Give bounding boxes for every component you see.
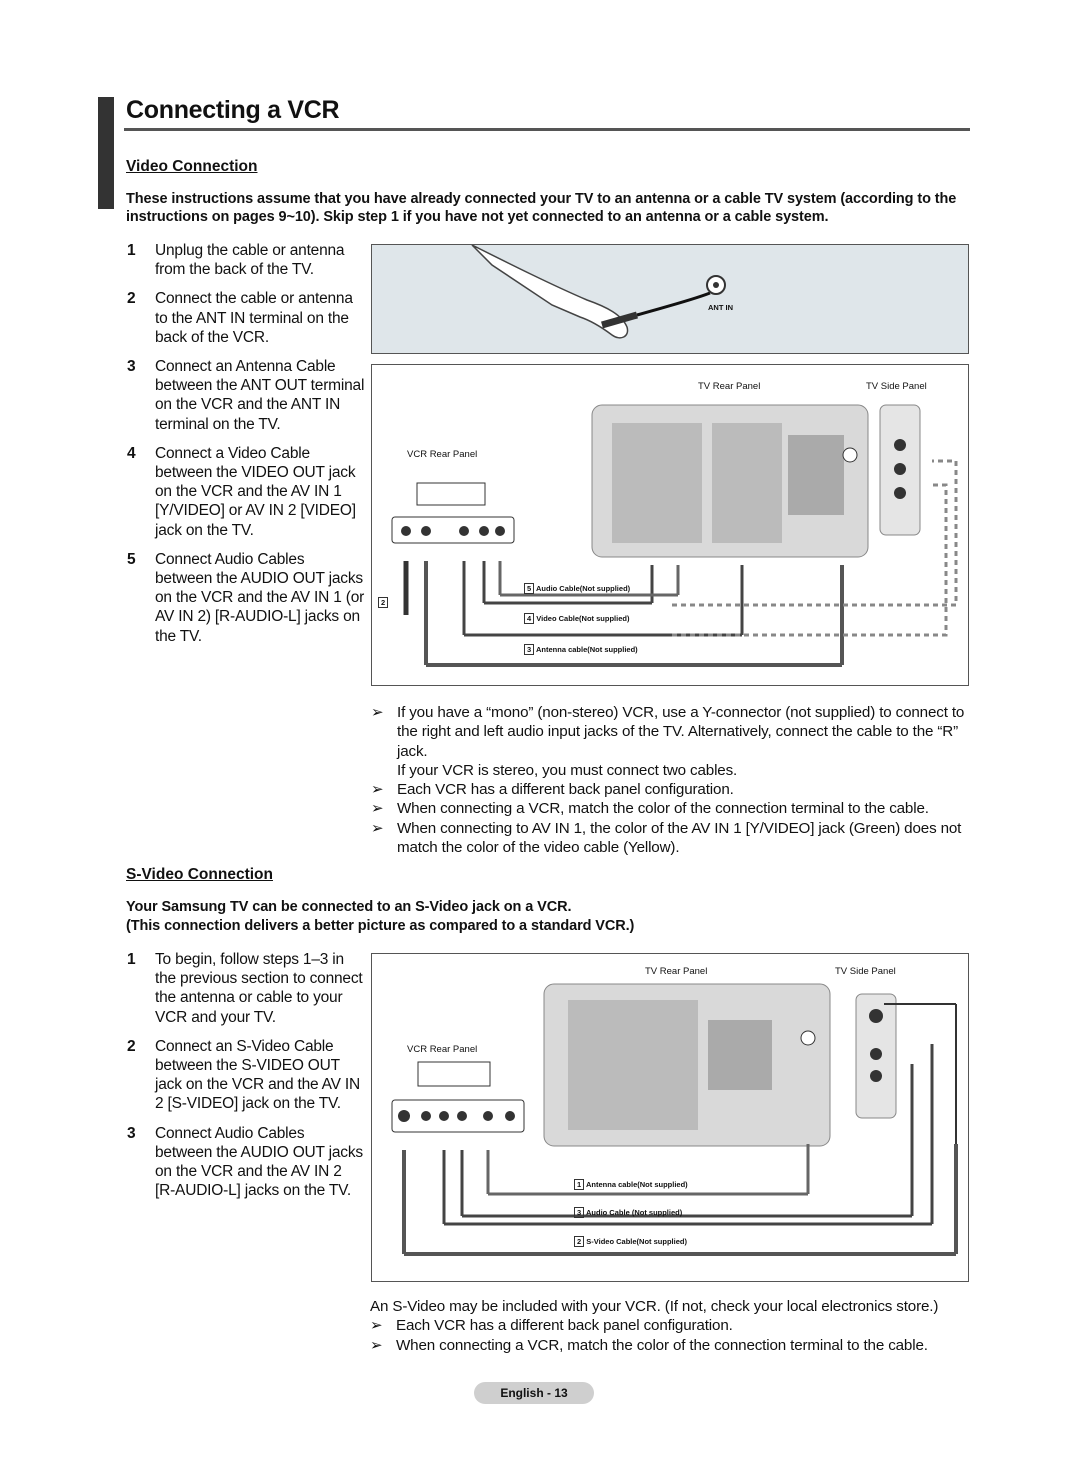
cable-label-audio: 3 Audio Cable (Not supplied) bbox=[574, 1208, 682, 1217]
note-item: ➢ When connecting to AV IN 1, the color of the AV IN 1 [Y/VIDEO] jack (Green) does not match the color of the video cable (Yellow). bbox=[371, 819, 962, 857]
note-item: ➢ Each VCR has a different back panel configuration. bbox=[371, 781, 734, 799]
video-notes bbox=[371, 703, 971, 857]
vcr-rear-panel-label: VCR Rear Panel bbox=[407, 1044, 478, 1055]
svideo-notes bbox=[370, 1297, 970, 1355]
hand-cable-drawing bbox=[372, 245, 968, 353]
ant-in-label: ANT IN bbox=[708, 303, 733, 312]
title-accent-bar bbox=[98, 97, 114, 209]
svideo-steps bbox=[127, 950, 365, 1210]
page-title: Connecting a VCR bbox=[126, 96, 340, 124]
note-item: ➢ When connecting a VCR, match the color of the connection terminal to the cable. bbox=[370, 1336, 928, 1354]
svideo-wiring-drawing bbox=[372, 954, 968, 1281]
svideo-intro-2: (This connection delivers a better picture as compared to a standard VCR.) bbox=[126, 918, 635, 934]
video-step: 1 Unplug the cable or antenna from the back of the TV. bbox=[127, 242, 345, 279]
page-number-badge: English - 13 bbox=[474, 1382, 594, 1404]
video-intro: These instructions assume that you have already connected your TV to an antenna or a cable TV system (according to the instructions on pages 9~10). Skip step 1 if you have not yet connected to an antenna or a cable system. bbox=[126, 191, 957, 225]
svideo-intro-1: Your Samsung TV can be connected to an S-Video jack on a VCR. bbox=[126, 899, 572, 915]
tv-rear-panel-label: TV Rear Panel bbox=[645, 966, 708, 977]
cable-label-antenna: 1 Antenna cable(Not supplied) bbox=[574, 1180, 688, 1189]
tv-side-panel-label: TV Side Panel bbox=[866, 381, 927, 392]
video-step: 3 Connect an Antenna Cable between the ANT OUT terminal on the VCR and the ANT IN terminal on the TV. bbox=[127, 358, 365, 433]
video-connection-diagram bbox=[371, 364, 969, 686]
video-step: 4 Connect a Video Cable between the VIDEO OUT jack on the VCR and the AV IN 1 [Y/VIDEO] or AV IN 2 [VIDEO] jack on the TV. bbox=[127, 444, 356, 539]
svideo-connection-heading: S-Video Connection bbox=[126, 866, 273, 883]
svideo-step: 1 To begin, follow steps 1–3 in the previous section to connect the antenna or cable to your VCR and your TV. bbox=[127, 951, 363, 1026]
cable-label-svideo: 2 S-Video Cable(Not supplied) bbox=[574, 1237, 687, 1246]
cable-label-2: 2 bbox=[378, 597, 388, 608]
video-wiring-drawing bbox=[372, 365, 968, 685]
cable-label-video: 4 Video Cable(Not supplied) bbox=[524, 614, 629, 623]
vcr-rear-panel-label: VCR Rear Panel bbox=[407, 449, 478, 460]
svideo-connection-diagram bbox=[371, 953, 969, 1282]
note-item: An S-Video may be included with your VCR. (If not, check your local electronics store.) bbox=[370, 1298, 939, 1315]
video-connection-heading: Video Connection bbox=[126, 158, 258, 175]
note-item: ➢ If you have a “mono” (non-stereo) VCR, use a Y-connector (not supplied) to connect to the right and left audio input jacks of the TV. Alternatively, connect the cable to the “R” jack. bbox=[371, 704, 965, 760]
svideo-step: 3 Connect Audio Cables between the AUDIO OUT jacks on the VCR and the AV IN 2 [R-AUDIO-L] jacks on the TV. bbox=[127, 1124, 363, 1200]
cable-label-antenna: 3 Antenna cable(Not supplied) bbox=[524, 645, 638, 654]
tv-side-panel-label: TV Side Panel bbox=[835, 966, 896, 977]
video-step: 5 Connect Audio Cables between the AUDIO OUT jacks on the VCR and the AV IN 1 (or AV IN 2) [R-AUDIO-L] jacks on the TV. bbox=[127, 550, 365, 645]
video-steps bbox=[127, 241, 365, 656]
title-divider bbox=[124, 128, 970, 131]
video-step: 2 Connect the cable or antenna to the ANT IN terminal on the back of the VCR. bbox=[127, 290, 353, 346]
cable-label-audio: 5 Audio Cable(Not supplied) bbox=[524, 584, 630, 593]
note-item: ➢ Each VCR has a different back panel configuration. bbox=[370, 1317, 733, 1335]
tv-rear-panel-label: TV Rear Panel bbox=[698, 381, 761, 392]
note-item: If your VCR is stereo, you must connect two cables. bbox=[397, 761, 738, 779]
antenna-unplug-illustration bbox=[371, 244, 969, 354]
svideo-step: 2 Connect an S-Video Cable between the S-VIDEO OUT jack on the VCR and the AV IN 2 [S-VIDEO] jack on the TV. bbox=[127, 1037, 361, 1113]
note-item: ➢ When connecting a VCR, match the color of the connection terminal to the cable. bbox=[371, 800, 929, 818]
